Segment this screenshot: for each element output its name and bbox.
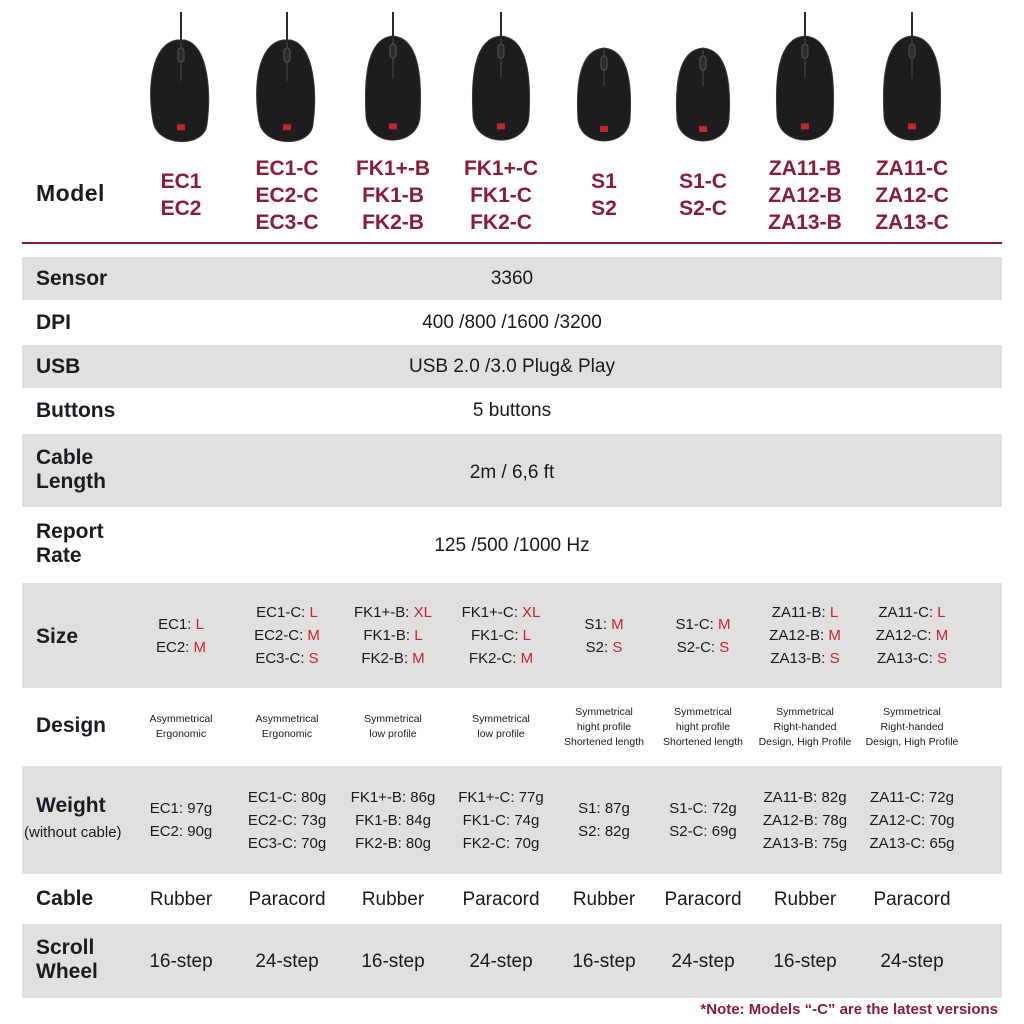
size-model: EC2: (155, 638, 194, 656)
model-name: FK1+-B (355, 156, 431, 180)
size-letter: S (612, 638, 623, 656)
model-name-cell (121, 150, 241, 240)
weight-entry: EC1: 97g (149, 800, 213, 817)
size-letter: L (414, 627, 423, 644)
size-model: S2-C: (676, 638, 720, 656)
size-entry (254, 624, 320, 647)
size-entry (677, 636, 730, 659)
model-name: EC2-C (255, 183, 319, 207)
size-model: FK1-C: (470, 627, 523, 644)
cable-cell (129, 876, 233, 922)
scroll-steps: 24-step (880, 950, 944, 972)
size-label: Size (36, 625, 79, 648)
design-text: Symmetrical (674, 705, 732, 718)
model-name: EC3-C (255, 210, 319, 234)
mouse-fk1b-icon (338, 12, 448, 152)
weight-entry: S1: 87g (578, 800, 630, 817)
size-model: FK2-B: (361, 650, 413, 667)
scroll-steps: 16-step (773, 950, 837, 972)
size-letter: M (412, 650, 425, 667)
cable-length-value: 2m / 6,6 ft (469, 462, 555, 483)
weight-entry: EC3-C: 70g (247, 834, 327, 852)
design-text: Symmetrical (883, 705, 941, 718)
size-entry (675, 613, 730, 636)
size-model: ZA11-C: (878, 604, 938, 621)
model-row-label: Model (36, 180, 105, 206)
size-model: FK1-B: (363, 627, 415, 644)
weight-entry: S2: 82g (578, 823, 630, 840)
scroll-steps: 16-step (149, 950, 213, 972)
scroll-steps: 16-step (361, 950, 425, 972)
design-text: Symmetrical (364, 713, 422, 725)
model-name-cell (333, 150, 453, 240)
size-letter: L (195, 615, 204, 633)
model-name: ZA12-B (768, 183, 842, 207)
mouse-za11b-image (750, 12, 860, 152)
size-letter: XL (522, 604, 541, 621)
size-letter: M (307, 627, 320, 644)
usb-row (22, 345, 1002, 388)
weight-cell (129, 766, 233, 874)
model-name: ZA11-C (875, 156, 949, 180)
weight-entry: S1-C: 72g (669, 800, 737, 817)
mouse-s1-image (549, 12, 659, 152)
size-model: FK1+-C: (461, 604, 523, 621)
mouse-fk1c-icon (446, 12, 556, 152)
design-text: low profile (369, 728, 417, 740)
buttons-label: Buttons (36, 399, 116, 422)
weight-cell (860, 766, 964, 874)
size-letter: L (309, 604, 318, 621)
weight-cell (341, 766, 445, 874)
weight-entry: ZA13-C: 65g (869, 834, 955, 852)
design-cell (449, 690, 553, 764)
scroll-steps: 16-step (572, 950, 636, 972)
model-name: ZA13-C (875, 210, 949, 234)
mouse-fk1c-image (446, 12, 556, 152)
cable-type: Rubber (361, 888, 425, 910)
size-entry (363, 624, 422, 647)
size-model: S1-C: (675, 615, 718, 633)
mouse-fk1b-image (338, 12, 448, 152)
size-entry (878, 601, 945, 624)
cable-type: Rubber (149, 888, 213, 910)
model-header-row (0, 150, 1024, 240)
weight-entry: FK1-C: 74g (462, 811, 540, 829)
size-letter: M (611, 615, 624, 633)
model-name: FK2-B (362, 210, 424, 234)
model-name-cell (852, 150, 972, 240)
scroll-wheel-cell (235, 924, 339, 998)
weight-entry: ZA11-B: 82g (763, 788, 847, 806)
cable-row (22, 876, 1002, 922)
cable-type: Paracord (248, 888, 326, 910)
cable-type: Paracord (873, 888, 951, 910)
weight-row (22, 766, 1002, 874)
size-model: EC3-C: (255, 650, 309, 667)
mouse-ec1c-icon (232, 12, 342, 152)
report-rate-value: 125 /500 /1000 Hz (434, 535, 590, 556)
size-letter: XL (413, 604, 432, 621)
size-entry (876, 624, 949, 647)
design-cell (341, 690, 445, 764)
model-name: EC1 (160, 170, 202, 193)
mouse-ec1c-image (232, 12, 342, 152)
report-rate-row (22, 509, 1002, 582)
design-text: Right-handed (880, 720, 944, 733)
size-model: FK1+-B: (354, 604, 414, 621)
size-model: ZA12-B: (769, 627, 829, 644)
cable-cell (235, 876, 339, 922)
size-model: S1: (584, 615, 612, 633)
size-letter: S (937, 650, 948, 667)
size-letter: L (829, 604, 839, 621)
weight-cell (753, 766, 857, 874)
weight-entry: FK1+-C: 77g (458, 788, 544, 806)
model-name: FK2-C (470, 210, 532, 234)
mouse-image-row (0, 12, 1024, 152)
size-entry (255, 647, 318, 670)
report-rate-label-line-2: Rate (36, 544, 82, 567)
size-cell (235, 583, 339, 688)
cable-label: Cable (36, 887, 94, 910)
cable-cell (552, 876, 656, 922)
size-letter: S (308, 650, 319, 667)
design-text: Symmetrical (472, 713, 530, 725)
model-name-cell (745, 150, 865, 240)
model-name: FK1-C (470, 183, 532, 207)
model-name: EC2 (160, 197, 202, 220)
cable-type: Paracord (664, 888, 742, 910)
size-cell (651, 583, 755, 688)
dpi-row (22, 301, 1002, 344)
size-cell (449, 583, 553, 688)
size-model: EC1-C: (256, 604, 310, 621)
cable-type: Paracord (462, 888, 540, 910)
model-name: EC1-C (255, 156, 319, 180)
weight-entry: S2-C: 69g (669, 823, 737, 840)
mouse-ec1-icon (126, 12, 236, 152)
weight-label: Weight (36, 794, 106, 817)
size-entry (770, 647, 839, 670)
size-letter: M (718, 615, 731, 633)
weight-entry: FK1+-B: 86g (350, 788, 436, 806)
model-name: S2-C (679, 197, 727, 220)
design-text: Ergonomic (155, 728, 207, 740)
weight-sublabel: (without cable) (24, 824, 122, 841)
size-model: ZA13-C: (876, 650, 937, 667)
cable-cell (753, 876, 857, 922)
dpi-label: DPI (36, 311, 72, 334)
weight-entry: EC2-C: 73g (247, 811, 327, 829)
weight-cell (552, 766, 656, 874)
weight-entry: FK2-B: 80g (355, 834, 431, 852)
size-model: ZA11-B: (771, 604, 830, 621)
weight-entry: FK1-B: 84g (355, 811, 431, 829)
size-letter: L (937, 604, 946, 621)
size-letter: M (935, 627, 949, 644)
size-letter: M (193, 638, 206, 656)
scroll-steps: 24-step (469, 950, 533, 972)
sensor-value: 3360 (490, 268, 534, 289)
model-name: FK1-B (362, 183, 424, 207)
mouse-ec1-image (126, 12, 236, 152)
design-text: Asymmetrical (255, 713, 319, 725)
design-text: Ergonomic (261, 728, 313, 740)
design-text: Design, High Profile (758, 735, 852, 748)
weight-entry: EC1-C: 80g (247, 788, 327, 806)
weight-entry: ZA13-B: 75g (762, 834, 848, 852)
size-entry (584, 613, 623, 636)
design-cell (129, 690, 233, 764)
design-label: Design (36, 714, 107, 737)
dpi-value: 400 /800 /1600 /3200 (422, 312, 602, 333)
model-name: ZA11-B (768, 156, 842, 180)
mouse-za11b-icon (750, 12, 860, 152)
cable-type: Rubber (572, 888, 636, 910)
header-divider (22, 242, 1002, 244)
scroll-wheel-cell (341, 924, 445, 998)
size-entry (772, 601, 838, 624)
design-row (22, 690, 1002, 764)
design-cell (860, 690, 964, 764)
size-entry (471, 624, 531, 647)
size-entry (354, 601, 432, 624)
design-text: Design, High Profile (865, 735, 959, 748)
mouse-s1c-icon (648, 12, 758, 152)
cable-cell (449, 876, 553, 922)
model-name: ZA13-B (768, 210, 842, 234)
weight-entry: ZA12-B: 78g (762, 811, 848, 829)
size-entry (361, 647, 424, 670)
cable-length-label-line-2: Length (36, 470, 106, 493)
design-text: Shortened length (564, 735, 644, 748)
usb-value: USB 2.0 /3.0 Plug& Play (409, 356, 615, 377)
mouse-s1c-image (648, 12, 758, 152)
model-name: S1-C (679, 170, 727, 193)
model-name: ZA12-C (875, 183, 949, 207)
size-entry (586, 636, 623, 659)
size-letter: S (719, 638, 730, 656)
design-text: Shortened length (663, 735, 743, 748)
design-cell (552, 690, 656, 764)
size-letter: M (520, 650, 534, 667)
buttons-value: 5 buttons (472, 400, 552, 421)
size-entry (256, 601, 318, 624)
scroll-wheel-label-line-1: Scroll (36, 936, 95, 959)
size-cell (552, 583, 656, 688)
scroll-wheel-row (22, 924, 1002, 998)
scroll-wheel-cell (129, 924, 233, 998)
cable-cell (341, 876, 445, 922)
design-text: low profile (477, 728, 525, 740)
weight-cell (449, 766, 553, 874)
sensor-row (22, 257, 1002, 300)
size-entry (462, 601, 541, 624)
model-name-cell (227, 150, 347, 240)
usb-label: USB (36, 355, 81, 378)
model-name: S2 (591, 197, 617, 220)
size-row (22, 583, 1002, 688)
design-cell (651, 690, 755, 764)
scroll-steps: 24-step (671, 950, 735, 972)
design-text: Symmetrical (776, 705, 834, 718)
sensor-label: Sensor (36, 267, 108, 290)
scroll-wheel-cell (449, 924, 553, 998)
scroll-wheel-label (36, 936, 98, 984)
size-letter: S (829, 650, 840, 667)
size-entry (769, 624, 841, 647)
size-letter: L (522, 627, 532, 644)
cable-cell (860, 876, 964, 922)
design-cell (753, 690, 857, 764)
design-text: Asymmetrical (149, 713, 213, 725)
mouse-za11c-image (857, 12, 967, 152)
report-rate-label-line-1: Report (36, 520, 104, 543)
size-model: S2: (585, 638, 613, 656)
size-cell (860, 583, 964, 688)
weight-entry: ZA11-C: 72g (870, 788, 954, 806)
size-cell (129, 583, 233, 688)
scroll-wheel-cell (753, 924, 857, 998)
cable-type: Rubber (773, 888, 837, 910)
size-cell (753, 583, 857, 688)
footnote: *Note: Models “-C” are the latest versions (700, 1001, 998, 1018)
model-name: FK1+-C (463, 156, 539, 180)
size-letter: M (828, 627, 841, 644)
design-text: hight profile (675, 720, 731, 733)
size-model: FK2-C: (468, 650, 521, 667)
size-entry (469, 647, 533, 670)
size-cell (341, 583, 445, 688)
design-text: hight profile (576, 720, 632, 733)
weight-entry: EC2: 90g (149, 823, 213, 840)
weight-entry: ZA12-C: 70g (869, 811, 955, 829)
size-model: EC1: (158, 615, 196, 633)
weight-cell (651, 766, 755, 874)
scroll-wheel-cell (552, 924, 656, 998)
cable-length-label-line-1: Cable (36, 446, 94, 469)
mouse-za11c-icon (857, 12, 967, 152)
weight-cell (235, 766, 339, 874)
design-text: Right-handed (773, 720, 837, 733)
scroll-wheel-cell (860, 924, 964, 998)
size-entry (158, 613, 204, 636)
buttons-row (22, 389, 1002, 432)
mouse-s1-icon (549, 12, 659, 152)
model-name: S1 (591, 170, 617, 193)
weight-entry: FK2-C: 70g (462, 834, 540, 852)
cable-length-row (22, 434, 1002, 507)
cable-cell (651, 876, 755, 922)
size-entry (156, 636, 206, 659)
size-model: ZA12-C: (875, 627, 936, 644)
design-text: Symmetrical (575, 705, 633, 718)
model-name-cell (441, 150, 561, 240)
size-model: ZA13-B: (770, 650, 830, 667)
design-cell (235, 690, 339, 764)
scroll-wheel-cell (651, 924, 755, 998)
size-entry (877, 647, 947, 670)
scroll-steps: 24-step (255, 950, 319, 972)
scroll-wheel-label-line-2: Wheel (36, 960, 98, 983)
size-model: EC2-C: (254, 627, 308, 644)
